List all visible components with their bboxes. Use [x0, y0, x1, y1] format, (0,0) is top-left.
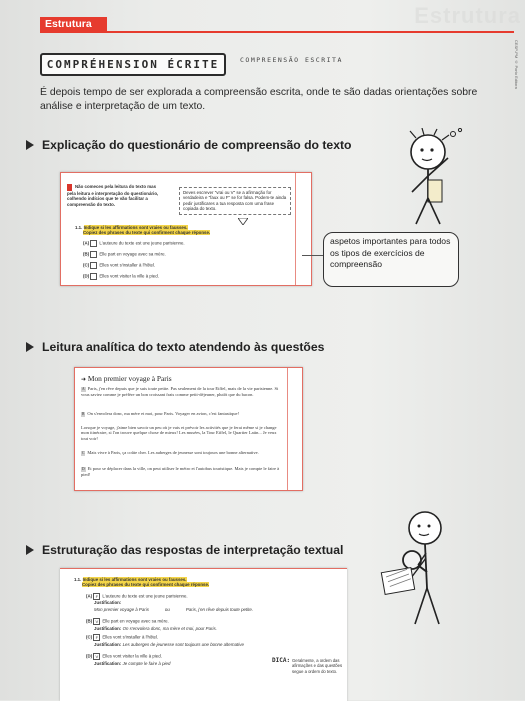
item-text: Elles vont s'installer à l'hôtel.	[99, 262, 156, 268]
item-label: (B)	[86, 618, 93, 624]
ghost-heading: Estrutura	[414, 3, 521, 28]
item-text: Elles vont visiter la ville à pied.	[102, 653, 162, 659]
justification-text: Je compte le faire à pied	[122, 661, 171, 666]
paragraph-tag: A	[82, 387, 85, 391]
section-title: Explicação do questionário de compreensão do texto	[42, 138, 352, 152]
paragraph-text: Et pour se déplacer dans la ville, on peut utiliser le métro et l'autobus touristique. Mais je compte le faire à pied!	[81, 466, 280, 478]
paragraph-text: Paris, j'en rêve depuis que je suis toute petite. Pas seulement de la tour Eiffel, mais de la vie parisienne. Si vous saviez comme je préfère un bon croissant frais comme petit-déjeuner, plutôt que du bacon.	[81, 386, 279, 398]
justification-label: Justification:	[94, 626, 122, 631]
tip-note-right: Deves escrever "vrai ou V" se a afirmação for verdadeira e "faux ou F" se for falsa. Podem-te ainda pedir justificares a tua resposta com uma frase copiada do texto.	[179, 187, 291, 215]
section-heading-3	[26, 543, 343, 557]
tip-text: Geralmente, a ordem das afirmações e das questões segue a ordem do texto.	[292, 658, 343, 674]
text-title	[81, 374, 172, 383]
magnifier-figure-icon	[375, 508, 465, 630]
thinking-figure-icon	[398, 128, 478, 233]
answer-mark[interactable]: F	[93, 634, 100, 641]
paragraph-tag: C	[82, 451, 85, 455]
item-text: Elles vont s'installer à l'hôtel.	[102, 634, 159, 640]
item-text: L'auteure du texte est une jeune parisienne.	[102, 593, 188, 599]
justification-text: On s'envolera donc, ma mère et moi, pour Paris.	[122, 626, 217, 631]
tab-underline	[40, 31, 514, 33]
justification-text: Mon premier voyage à Paris	[94, 607, 149, 612]
question-number: 1.1.	[74, 577, 82, 582]
item-text: Elle part en voyage avec sa mère.	[99, 251, 166, 257]
item-text: Elle part en voyage avec sa mère.	[102, 618, 169, 624]
answer-d	[86, 653, 162, 660]
paragraph-tag: D	[82, 467, 85, 471]
answer-item-a	[83, 240, 185, 247]
item-text: L'auteure du texte est une jeune parisienne.	[99, 240, 185, 246]
item-label: (D)	[83, 273, 90, 279]
item-label: (D)	[86, 653, 93, 659]
answer-mark[interactable]: F	[93, 593, 100, 600]
callout-leader	[302, 255, 324, 256]
arrow-right-icon: ➜	[81, 377, 87, 383]
section-title: Estruturação das respostas de interpretação textual	[42, 543, 344, 557]
question-header	[74, 577, 324, 588]
justification-text-2: Paris, j'en rêve depuis toute petite.	[185, 607, 254, 612]
paragraph-c-intro	[81, 425, 281, 441]
justification-text: Les auberges de jeunesse sont toujours une bonne alternative	[122, 642, 244, 647]
section-heading-2	[26, 340, 324, 354]
tip-note-left	[67, 184, 159, 207]
paragraph-text: Lorsque je voyage, j'aime bien savoir un peu où je vais et prévoir les activités que je ferai même si je change mon itinéraire, si l'on trouve quelque chose de mieux! Les musées, la Tour Eiffel, le Quartier Latin... Je veux tout voir!	[81, 425, 277, 441]
section-heading-1	[26, 138, 352, 152]
answer-item-d	[83, 273, 159, 280]
item-label: (C)	[83, 262, 90, 268]
question-line-1: Indique si les affirmations sont vraies ou fausses.	[82, 577, 187, 582]
triangle-bullet-icon	[26, 342, 34, 352]
tip-note-left-text: Não comeces pela leitura do texto mas pela leitura e interpretação do questionário, colhendo indícios que te vão facilitar a compreensão do texto.	[67, 184, 159, 207]
paragraph-d	[81, 466, 281, 478]
justification-label: Justification:	[94, 661, 122, 666]
checkbox[interactable]	[90, 262, 97, 269]
paragraph-b	[81, 411, 281, 417]
questionnaire-sheet	[60, 172, 312, 286]
item-label: (A)	[86, 593, 93, 599]
answer-c	[86, 634, 158, 641]
down-arrow-icon	[238, 218, 248, 225]
section-tab: Estrutura	[40, 17, 107, 31]
item-label: (A)	[83, 240, 90, 246]
question-number: 1.1.	[75, 225, 83, 230]
or-label: ou	[164, 607, 170, 612]
margin-line	[287, 368, 288, 490]
section-title: Leitura analítica do texto atendendo às questões	[42, 340, 325, 354]
answer-mark[interactable]: V	[93, 653, 100, 660]
question-line-2: Copiez des phrases du texte qui confirment chaque réponse.	[83, 230, 211, 236]
reading-text-sheet	[74, 367, 303, 491]
justification-b	[94, 626, 334, 631]
answers-sheet	[60, 568, 347, 701]
paragraph-text: Mais vivre à Paris, ça coûte cher. Les auberges de jeunesse sont toujours une bonne alternative.	[87, 450, 259, 455]
text-title-label: Mon premier voyage à Paris	[87, 374, 172, 383]
justification-c	[94, 642, 334, 647]
callout-bubble: aspetos importantes para todos os tipos de exercícios de compreensão	[323, 232, 459, 287]
question-line-2: Copiez des phrases du texte qui confirment chaque réponse.	[82, 582, 210, 588]
question-line-1: Indique si les affirmations sont vraies ou fausses.	[83, 225, 188, 230]
triangle-bullet-icon	[26, 545, 34, 555]
margin-line	[295, 173, 296, 285]
intro-paragraph: É depois tempo de ser explorada a compreensão escrita, onde te são dadas orientações sobre análise e interpretação de um texto.	[40, 87, 478, 112]
banner-subtitle: COMPREENSÃO ESCRITA	[240, 56, 343, 64]
justification-label: Justification:	[94, 642, 122, 647]
checkbox[interactable]	[90, 273, 97, 280]
justification-a	[94, 607, 334, 612]
paragraph-text: On s'envolera donc, ma mère et moi, pour Paris. Voyager en avion, c'est fantastique!	[87, 411, 239, 416]
tip-label: DICA:	[272, 657, 291, 664]
justification-d	[94, 661, 294, 666]
item-label: (B)	[83, 251, 90, 257]
paragraph-c	[81, 450, 281, 456]
warning-marker-icon	[67, 184, 72, 191]
triangle-bullet-icon	[26, 140, 34, 150]
checkbox[interactable]	[90, 251, 97, 258]
checkbox[interactable]	[90, 240, 97, 247]
justification-label: Justification:	[94, 600, 122, 605]
banner-title: COMPRÉHENSION ÉCRITE	[40, 53, 226, 76]
item-label: (C)	[86, 634, 93, 640]
answer-mark[interactable]: V	[93, 618, 100, 625]
answer-a	[86, 593, 188, 600]
side-credit: CESP-PM © Porto Editora	[514, 40, 519, 89]
paragraph-tag: B	[82, 412, 85, 416]
answer-item-b	[83, 251, 166, 258]
paragraph-a	[81, 386, 281, 398]
answer-b	[86, 618, 169, 625]
item-text: Elles vont visiter la ville à pied.	[99, 273, 159, 279]
answer-item-c	[83, 262, 155, 269]
question-header	[75, 225, 285, 236]
